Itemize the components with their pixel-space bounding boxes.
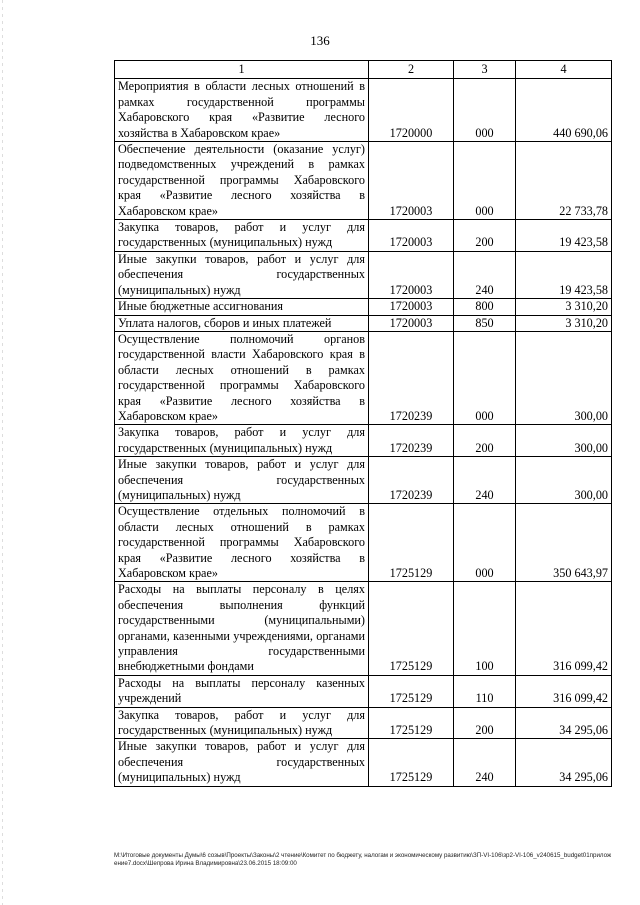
table-row	[115, 675, 612, 707]
row-code-cell: 1725129	[369, 582, 454, 675]
row-code-cell: 1720003	[369, 142, 454, 220]
row-name-cell: Иные закупки товаров, работ и услуг для обеспечения государственных (муниципальных) нужд	[115, 739, 369, 786]
row-amount-cell: 316 099,42	[516, 675, 612, 707]
row-code-cell: 1720003	[369, 315, 454, 331]
column-header-2: 2	[369, 61, 454, 79]
row-name-cell: Иные бюджетные ассигнования	[115, 299, 369, 315]
table-row	[115, 582, 612, 675]
column-header-1: 1	[115, 61, 369, 79]
table-row	[115, 315, 612, 331]
row-type-cell: 240	[454, 739, 516, 786]
row-amount-cell: 300,00	[516, 425, 612, 457]
row-type-cell: 240	[454, 457, 516, 504]
row-type-cell: 240	[454, 251, 516, 298]
row-code-cell: 1720003	[369, 299, 454, 315]
row-code-cell: 1720000	[369, 79, 454, 142]
row-amount-cell: 34 295,06	[516, 739, 612, 786]
row-type-cell: 200	[454, 220, 516, 252]
table-row	[115, 504, 612, 582]
row-name-cell: Мероприятия в области лесных отношений в рамках государственной программы Хабаровского края «Развитие лесного хозяйства в Хабаровском крае»	[115, 79, 369, 142]
row-code-cell: 1725129	[369, 675, 454, 707]
row-amount-cell: 300,00	[516, 457, 612, 504]
table-row	[115, 299, 612, 315]
row-amount-cell: 34 295,06	[516, 707, 612, 739]
row-amount-cell: 316 099,42	[516, 582, 612, 675]
row-code-cell: 1725129	[369, 504, 454, 582]
row-type-cell: 200	[454, 425, 516, 457]
table-body	[115, 79, 612, 786]
row-name-cell: Расходы на выплаты персоналу казенных учреждений	[115, 675, 369, 707]
row-type-cell: 000	[454, 142, 516, 220]
row-amount-cell: 350 643,97	[516, 504, 612, 582]
row-amount-cell: 300,00	[516, 331, 612, 424]
table-header-row	[115, 61, 612, 79]
row-code-cell: 1725129	[369, 707, 454, 739]
row-amount-cell: 22 733,78	[516, 142, 612, 220]
row-name-cell: Закупка товаров, работ и услуг для государственных (муниципальных) нужд	[115, 220, 369, 252]
row-name-cell: Закупка товаров, работ и услуг для государственных (муниципальных) нужд	[115, 425, 369, 457]
row-amount-cell: 440 690,06	[516, 79, 612, 142]
row-name-cell: Осуществление полномочий органов государственной власти Хабаровского края в области лесных отношений в рамках государственной программы Хабаровского края «Развитие лесного хозяйства в Хабаровском крае»	[115, 331, 369, 424]
row-name-cell: Расходы на выплаты персоналу в целях обеспечения выполнения функций государственными (муниципальными) органами, казенными учреждениями, органами управления государственными внебюджетными фондами	[115, 582, 369, 675]
table-row	[115, 739, 612, 786]
row-amount-cell: 3 310,20	[516, 315, 612, 331]
row-type-cell: 000	[454, 504, 516, 582]
row-name-cell: Иные закупки товаров, работ и услуг для обеспечения государственных (муниципальных) нужд	[115, 457, 369, 504]
row-type-cell: 100	[454, 582, 516, 675]
row-amount-cell: 19 423,58	[516, 251, 612, 298]
table-row	[115, 220, 612, 252]
table-row	[115, 331, 612, 424]
table-row	[115, 707, 612, 739]
row-name-cell: Уплата налогов, сборов и иных платежей	[115, 315, 369, 331]
row-code-cell: 1720239	[369, 425, 454, 457]
row-type-cell: 000	[454, 79, 516, 142]
document-file-path: M:\Итоговые документы Думы\6 созыв\Проекты\Законы\2 чтение\Комитет по бюджету, налогам и экономическому развитию\ЗП-VI-106\зр2-VI-106_v240615_budget01приложение7.docx\Шепрова Ирина Владимировна\23.06.2015 18:09:00	[114, 852, 612, 867]
budget-table	[114, 60, 612, 787]
row-code-cell: 1720239	[369, 457, 454, 504]
row-code-cell: 1720003	[369, 220, 454, 252]
table-row	[115, 251, 612, 298]
row-amount-cell: 3 310,20	[516, 299, 612, 315]
page-number: 136	[310, 33, 330, 48]
row-type-cell: 850	[454, 315, 516, 331]
row-type-cell: 200	[454, 707, 516, 739]
row-name-cell: Иные закупки товаров, работ и услуг для обеспечения государственных (муниципальных) нужд	[115, 251, 369, 298]
row-name-cell: Обеспечение деятельности (оказание услуг) подведомственных учреждений в рамках государственной программы Хабаровского края «Развитие лесного хозяйства в Хабаровском крае»	[115, 142, 369, 220]
table-row	[115, 142, 612, 220]
row-name-cell: Закупка товаров, работ и услуг для государственных (муниципальных) нужд	[115, 707, 369, 739]
row-code-cell: 1720239	[369, 331, 454, 424]
row-code-cell: 1725129	[369, 739, 454, 786]
column-header-3: 3	[454, 61, 516, 79]
table-row	[115, 457, 612, 504]
row-code-cell: 1720003	[369, 251, 454, 298]
row-amount-cell: 19 423,58	[516, 220, 612, 252]
column-header-4: 4	[516, 61, 612, 79]
row-name-cell: Осуществление отдельных полномочий в области лесных отношений в рамках государственной программы Хабаровского края «Развитие лесного хозяйства в Хабаровском крае»	[115, 504, 369, 582]
row-type-cell: 110	[454, 675, 516, 707]
scan-edge-artifact	[2, 0, 3, 905]
row-type-cell: 000	[454, 331, 516, 424]
row-type-cell: 800	[454, 299, 516, 315]
table-row	[115, 79, 612, 142]
table-row	[115, 425, 612, 457]
